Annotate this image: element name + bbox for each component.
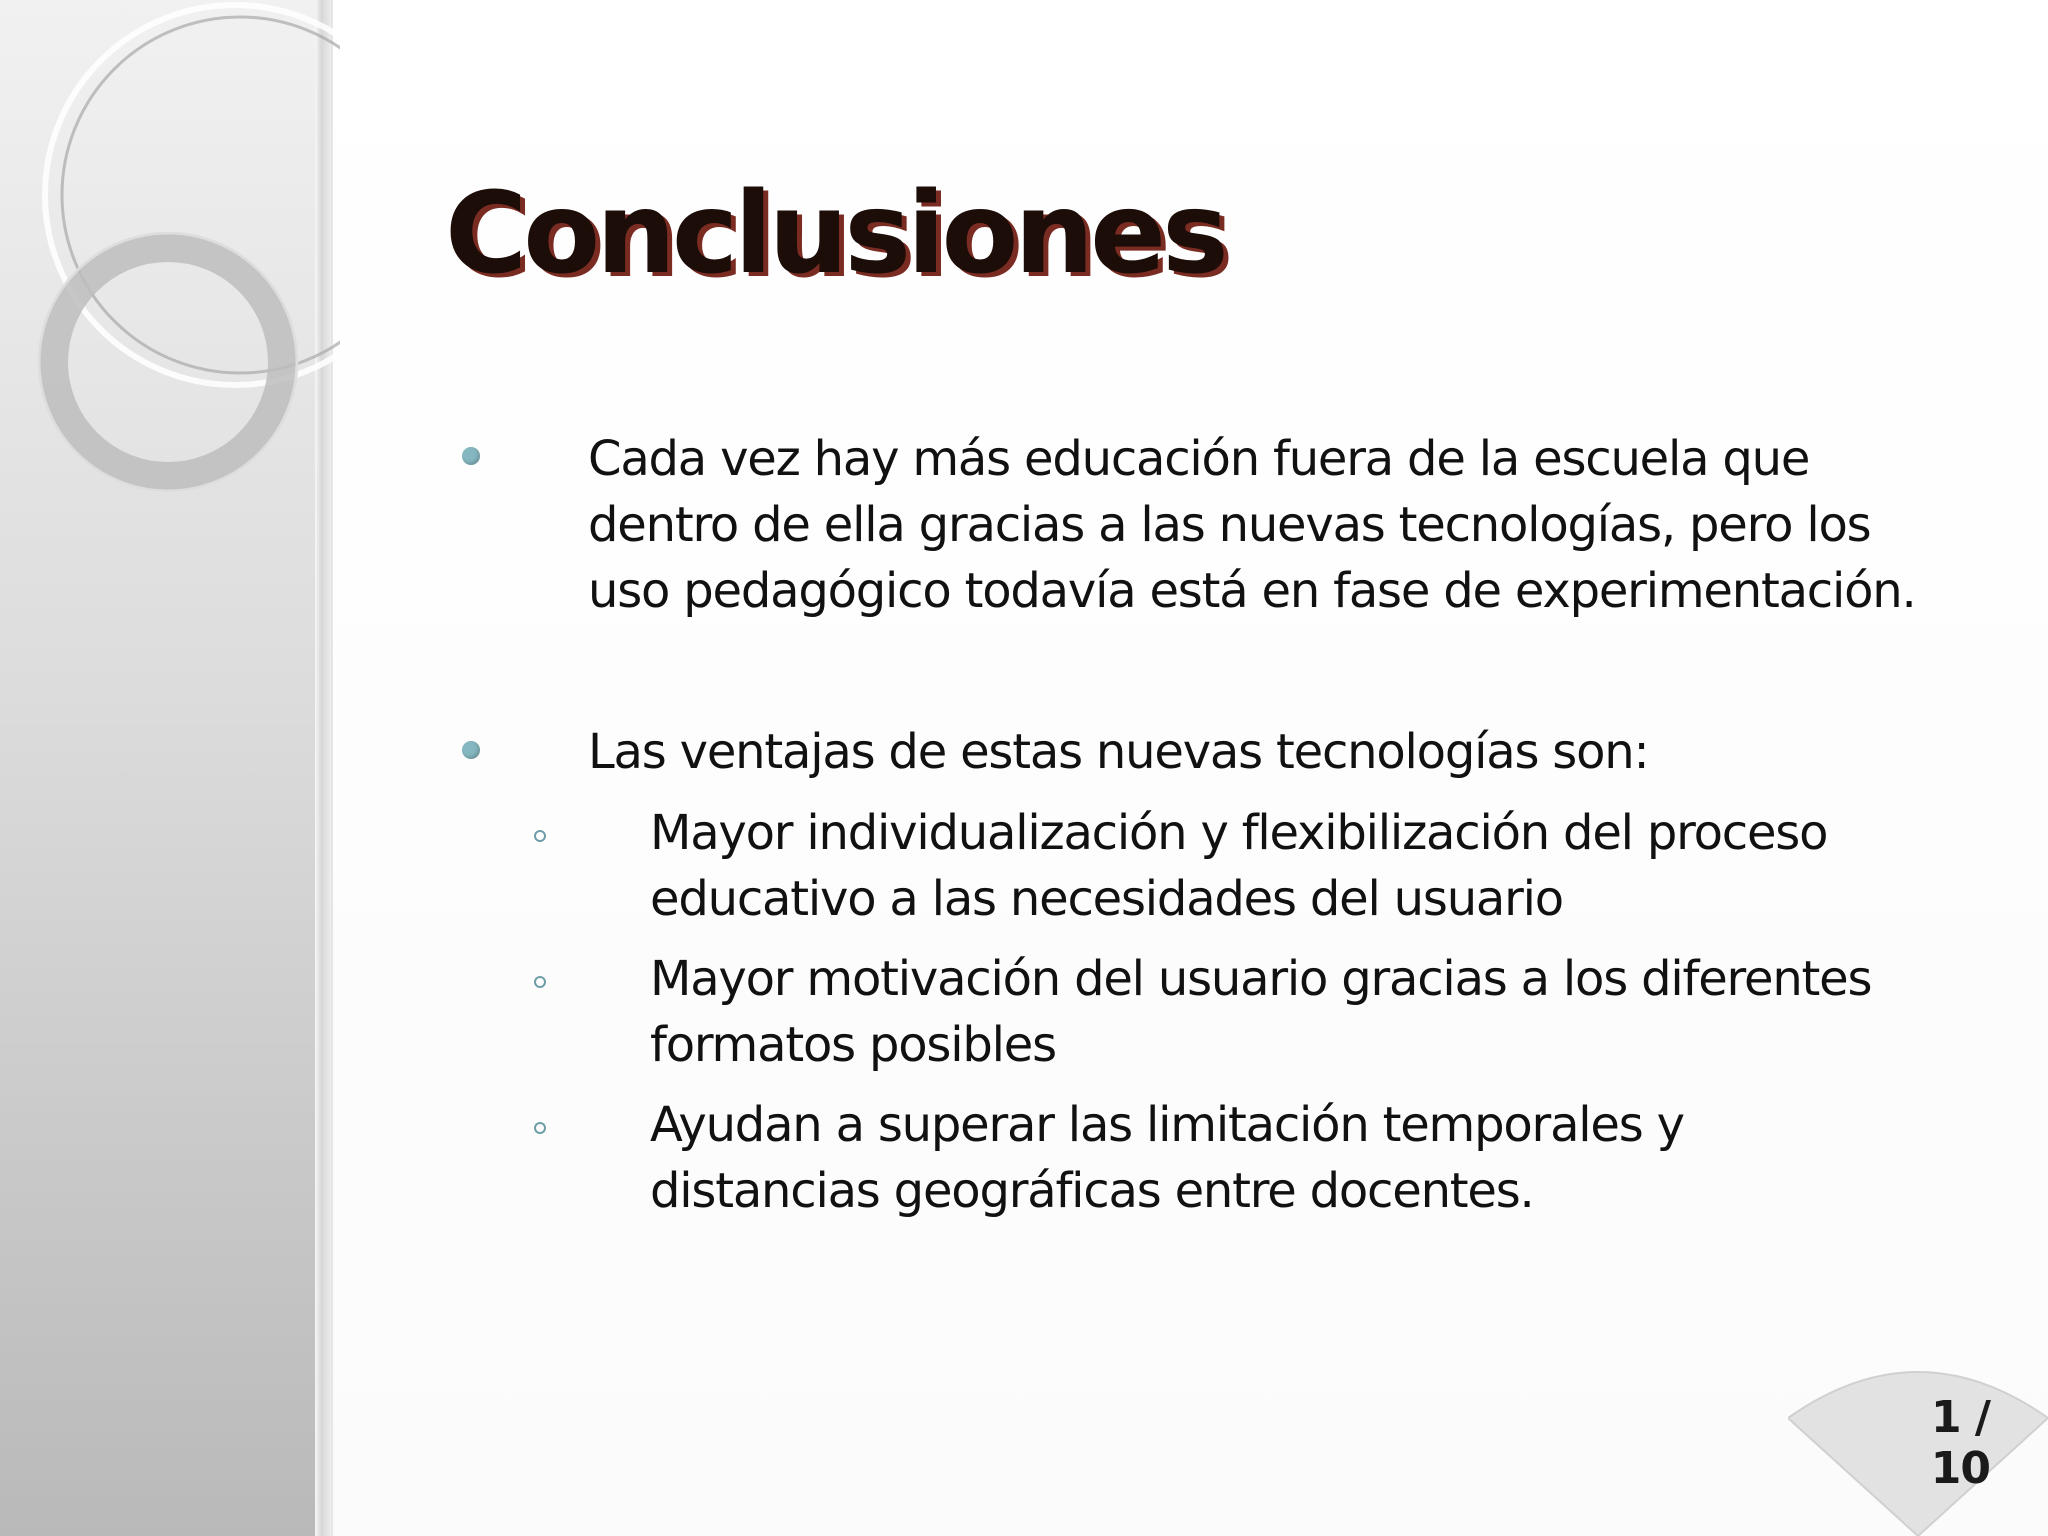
sub-bullet-2-line-1: Mayor motivación del usuario gracias a los diferentes <box>650 951 1872 1007</box>
bullet-1-line-1: Cada vez hay más educación fuera de la escuela que <box>588 431 1810 487</box>
sub-bullet-3-line-1: Ayudan a superar las limitación temporales y <box>650 1097 1684 1153</box>
sub-bullet-circle <box>534 976 546 988</box>
page-number: 1 / 10 <box>1930 1392 1990 1494</box>
sub-bullet-1-line-2: educativo a las necesidades del usuario <box>650 871 1563 927</box>
sub-bullet-3-line-2: distancias geográficas entre docentes. <box>650 1163 1534 1219</box>
sub-bullet-circle <box>534 830 546 842</box>
sub-bullet-1-line-1: Mayor individualización y flexibilización del proceso <box>650 805 1828 861</box>
bullet-1-line-2: dentro de ella gracias a las nuevas tecnologías, pero los <box>588 497 1871 553</box>
bullet-2-line-1: Las ventajas de estas nuevas tecnologías son: <box>588 724 1649 780</box>
sub-bullet-2-line-2: formatos posibles <box>650 1017 1056 1073</box>
sub-bullet-circle <box>534 1122 546 1134</box>
slide-title: Conclusiones <box>445 169 1225 299</box>
bullet-dot <box>462 447 480 465</box>
bullet-1-line-3: uso pedagógico todavía está en fase de experimentación. <box>588 563 1916 619</box>
bullet-dot <box>462 741 480 759</box>
